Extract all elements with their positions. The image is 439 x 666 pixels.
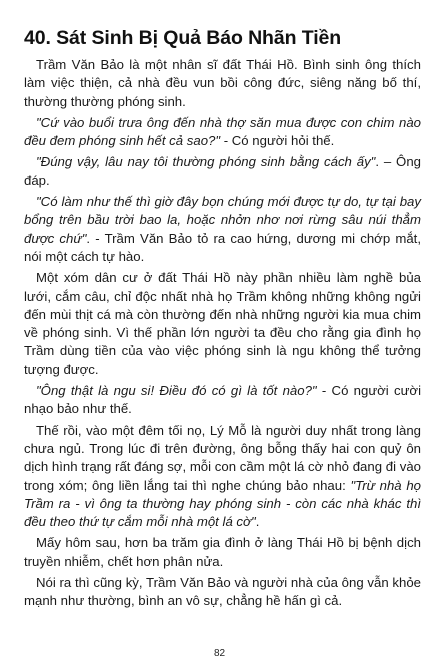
paragraph-7-tail: . [255, 514, 260, 530]
paragraph-5-text: Một xóm dân cư ở đất Thái Hồ này phần nhiều làm nghề bủa lưới, cắm câu, chỉ độc nhất nhà họ Trầm không những không ngửi đến mùi thịt cá mà còn thường đến nhà những người kia mua chim về phóng sinh. Vì thế phần lớn người ta đều cho rằng gia đình họ Trầm dùng tiền của vào việc phóng sinh là ngu không thể tưởng tượng được. [24, 270, 421, 377]
paragraph-6-tail: - Có người cười nhạo bảo như thế. [24, 383, 421, 417]
paragraph-4 [24, 193, 421, 266]
paragraph-9 [24, 574, 421, 611]
paragraph-3-tail: . – Ông đáp. [24, 154, 421, 188]
paragraph-2 [24, 114, 421, 151]
paragraph-7-text: Thế rồi, vào một đêm tối nọ, Lý Mỗ là người duy nhất trong làng chưa ngủ. Trong lúc đi trên đường, ông bỗng thấy hai con quỷ ôn dịch hình trạng rất đáng sợ, mỗi con cầm một lá cờ nhỏ đang đi vào trong xóm; ông liền lắng tai thì nghe chúng bảo nhau: [24, 422, 421, 493]
paragraph-3 [24, 153, 421, 190]
paragraph-3-quote: "Đúng vậy, lâu nay tôi thường phóng sinh bằng cách ấy" [36, 154, 376, 170]
page-number: 82 [213, 648, 226, 659]
paragraph-6-quote: "Ông thật là ngu si! Điều đó có gì là tốt nào?" [36, 383, 317, 399]
paragraph-4-quote: "Có làm như thế thì giờ đây bọn chúng mới được tự do, tự tại bay bổng trên bầu trời bao la, hoặc nhởn nhơ nơi rừng sâu núi thẳm được chứ" [24, 194, 421, 246]
paragraph-5 [24, 269, 421, 379]
paragraph-7 [24, 422, 421, 532]
paragraph-2-tail: - Có người hỏi thế. [220, 133, 335, 149]
paragraph-8 [24, 534, 421, 571]
page-content [24, 26, 421, 614]
paragraph-1-text: Trầm Văn Bảo là một nhân sĩ đất Thái Hồ. Bình sinh ông thích làm việc thiện, cả nhà đều vun bồi công đức, siêng năng bố thí, thường thường phóng sinh. [24, 57, 421, 109]
paragraph-9-text: Nói ra thì cũng kỳ, Trầm Văn Bảo và người nhà của ông vẫn khỏe mạnh như thường, bình an vô sự, chẳng hề hấn gì cả. [24, 575, 421, 609]
paragraph-7-quote: "Trừ nhà họ Trầm ra - vì ông ta thường hay phóng sinh - còn các nhà khác thì đều theo thứ tự cắm mỗi nhà một lá cờ" [24, 477, 421, 530]
chapter-title: 40. Sát Sinh Bị Quả Báo Nhãn Tiền [24, 27, 342, 49]
paragraph-8-text: Mấy hôm sau, hơn ba trăm gia đình ở làng Thái Hồ bị bệnh dịch truyền nhiễm, chết hơn phân nửa. [24, 535, 421, 569]
paragraph-6 [24, 382, 421, 419]
paragraph-1 [24, 56, 421, 111]
paragraph-2-quote: "Cứ vào buổi trưa ông đến nhà thợ săn mua được con chim nào đều đem phóng sinh hết cả sao?" [24, 114, 421, 149]
paragraph-4-tail: . - Trầm Văn Bảo tỏ ra cao hứng, dương mi chớp mắt, nói một cách tự hào. [24, 230, 421, 264]
